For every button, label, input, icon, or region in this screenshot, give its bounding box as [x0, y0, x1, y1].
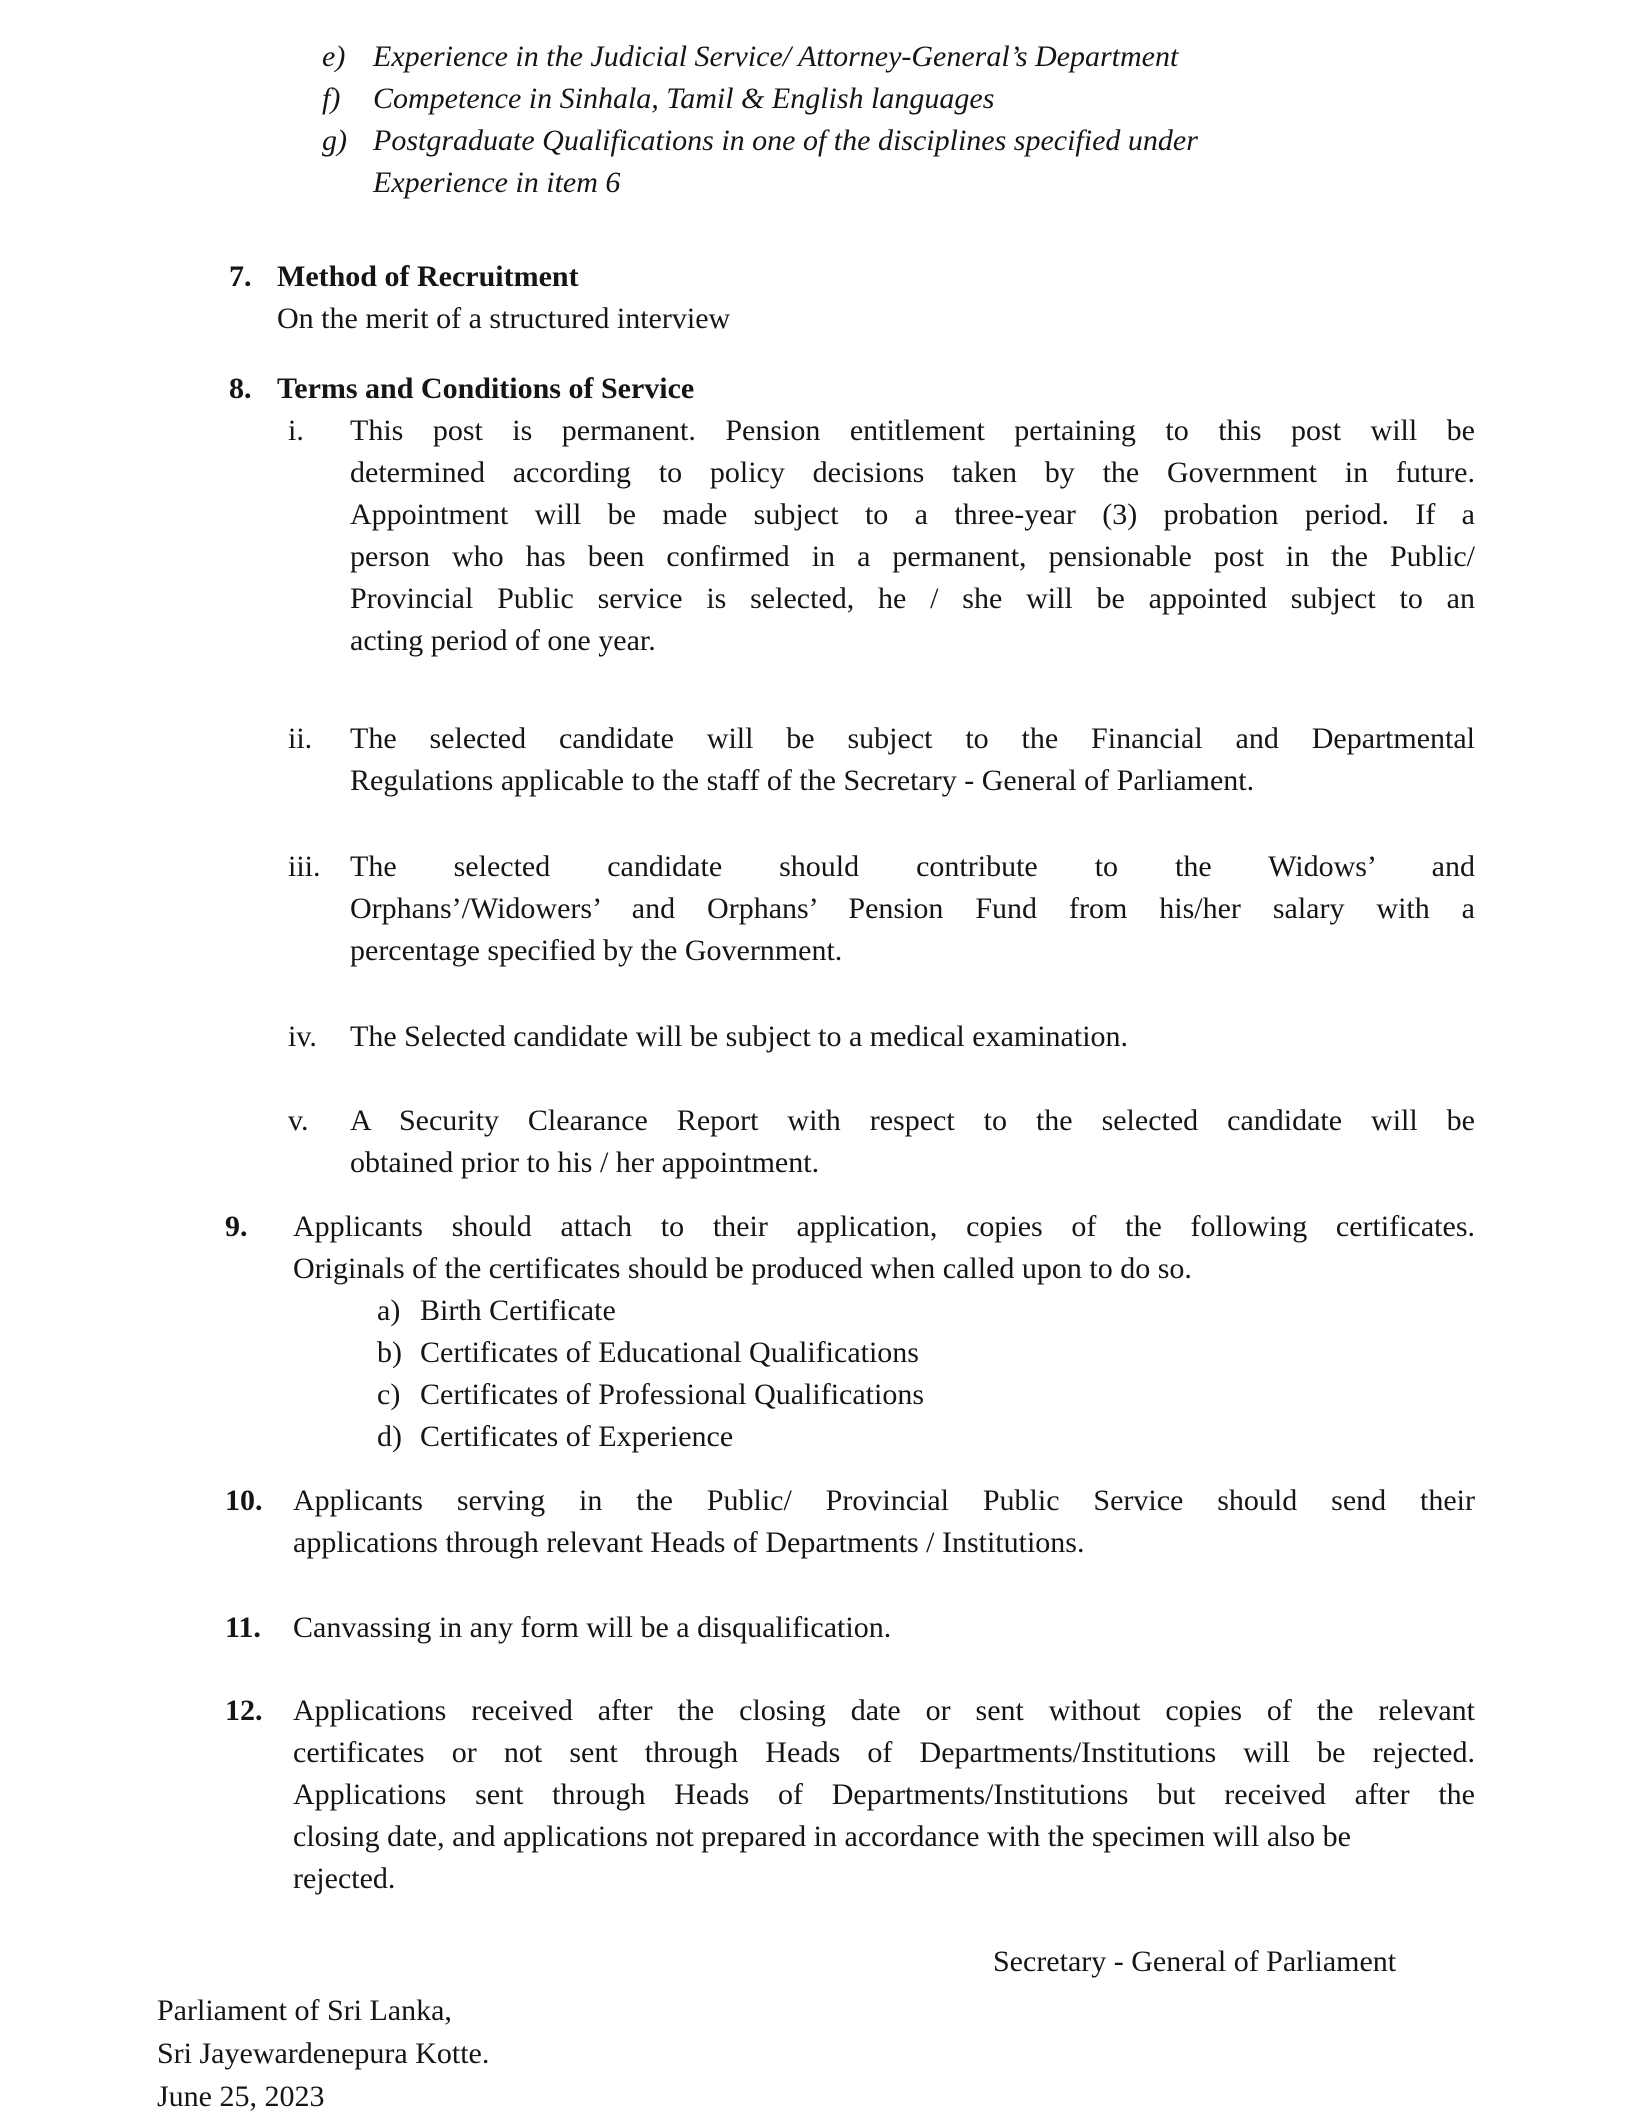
item-marker: a): [377, 1294, 401, 1327]
certificate-item-a: [0, 1290, 1644, 1332]
item-text-line: Provincial Public service is selected, he / she will be appointed subject to an: [350, 582, 1475, 615]
item-text-line: applications through relevant Heads of Departments / Institutions.: [293, 1526, 1085, 1559]
item-marker: c): [377, 1378, 401, 1411]
item-text-line: This post is permanent. Pension entitlement pertaining to this post will be: [350, 414, 1475, 447]
terms-item-ii: [0, 718, 1644, 802]
section-number: 11.: [225, 1611, 261, 1644]
eligibility-list: [0, 36, 1644, 204]
item-marker: g): [322, 124, 347, 157]
item-text-line: closing date, and applications not prepared in accordance with the specimen will also be: [293, 1820, 1351, 1853]
item-text-line: Orphans’/Widowers’ and Orphans’ Pension Fund from his/her salary with a: [350, 892, 1475, 925]
item-text-line: Appointment will be made subject to a three-year (3) probation period. If a: [350, 498, 1475, 531]
item-text-line: The selected candidate will be subject to the Financial and Departmental: [350, 722, 1475, 755]
section-heading-row: [0, 368, 1644, 410]
eligibility-item-f: [0, 78, 1644, 120]
section-number: 9.: [225, 1210, 248, 1243]
roman-marker: i.: [288, 414, 304, 447]
section-8: [0, 368, 1644, 1184]
item-text-line: Applicants should attach to their application, copies of the following certificates.: [293, 1210, 1475, 1243]
item-text-line: rejected.: [293, 1862, 396, 1895]
eligibility-item-g: [0, 120, 1644, 204]
item-text-line: Experience in the Judicial Service/ Attorney-General’s Department: [373, 40, 1179, 73]
terms-item-iii: [0, 846, 1644, 972]
item-marker: e): [322, 40, 346, 73]
item-text-line: Competence in Sinhala, Tamil & English languages: [373, 82, 995, 115]
footer-address-line: Parliament of Sri Lanka,: [157, 1994, 452, 2027]
section-number: 12.: [225, 1694, 263, 1727]
item-text-line: Birth Certificate: [420, 1294, 616, 1327]
section-9: [0, 1206, 1644, 1458]
terms-item-iv: [0, 1016, 1644, 1058]
section-number: 8.: [229, 372, 252, 405]
item-text-line: obtained prior to his / her appointment.: [350, 1146, 820, 1179]
eligibility-item-e: [0, 36, 1644, 78]
item-text-line: Canvassing in any form will be a disqualification.: [293, 1611, 892, 1644]
section-10: [0, 1480, 1644, 1564]
section-7: [0, 256, 1644, 340]
roman-marker: iii.: [288, 850, 321, 883]
item-text-line: Experience in item 6: [373, 166, 621, 199]
roman-marker: v.: [288, 1104, 309, 1137]
section-number: 10.: [225, 1484, 263, 1517]
item-text-line: certificates or not sent through Heads of Departments/Institutions will be rejected.: [293, 1736, 1475, 1769]
signature-title: Secretary - General of Parliament: [993, 1945, 1397, 1978]
certificate-list: [0, 1290, 1644, 1458]
item-text-line: acting period of one year.: [350, 624, 656, 657]
certificate-item-c: [0, 1374, 1644, 1416]
roman-marker: ii.: [288, 722, 313, 755]
item-text-line: Originals of the certificates should be produced when called upon to do so.: [293, 1252, 1192, 1285]
item-marker: b): [377, 1336, 402, 1369]
item-text-line: Postgraduate Qualifications in one of the disciplines specified under: [373, 124, 1198, 157]
item-text-line: determined according to policy decisions taken by the Government in future.: [350, 456, 1475, 489]
item-text-line: A Security Clearance Report with respect to the selected candidate will be: [350, 1104, 1475, 1137]
item-text-line: person who has been confirmed in a permanent, pensionable post in the Public/: [350, 540, 1475, 573]
footer-date: June 25, 2023: [157, 2080, 325, 2113]
section-heading-row: [0, 256, 1644, 298]
terms-item-i: [0, 410, 1644, 662]
item-text-line: The Selected candidate will be subject to a medical examination.: [350, 1020, 1129, 1053]
item-text-line: Applications sent through Heads of Departments/Institutions but received after the: [293, 1778, 1475, 1811]
item-text-line: percentage specified by the Government.: [350, 934, 843, 967]
item-text-line: Applicants serving in the Public/ Provincial Public Service should send their: [293, 1484, 1475, 1517]
section-body: On the merit of a structured interview: [277, 302, 731, 335]
terms-item-v: [0, 1100, 1644, 1184]
item-marker: d): [377, 1420, 402, 1453]
item-text-line: Applications received after the closing date or sent without copies of the relevant: [293, 1694, 1475, 1727]
section-heading: Method of Recruitment: [277, 260, 579, 293]
roman-marker: iv.: [288, 1020, 317, 1053]
section-number: 7.: [229, 260, 252, 293]
section-11: [0, 1607, 1644, 1649]
item-text-line: Certificates of Experience: [420, 1420, 734, 1453]
certificate-item-b: [0, 1332, 1644, 1374]
footer-address: [157, 1989, 1644, 2118]
item-text-line: Regulations applicable to the staff of the Secretary - General of Parliament.: [350, 764, 1255, 797]
section-heading: Terms and Conditions of Service: [277, 372, 695, 405]
item-text-line: Certificates of Educational Qualifications: [420, 1336, 919, 1369]
item-text-line: Certificates of Professional Qualifications: [420, 1378, 925, 1411]
item-marker: f): [322, 82, 341, 115]
section-12: [0, 1690, 1644, 1900]
footer-address-line: Sri Jayewardenepura Kotte.: [157, 2037, 490, 2070]
certificate-item-d: [0, 1416, 1644, 1458]
item-text-line: The selected candidate should contribute to the Widows’ and: [350, 850, 1475, 883]
